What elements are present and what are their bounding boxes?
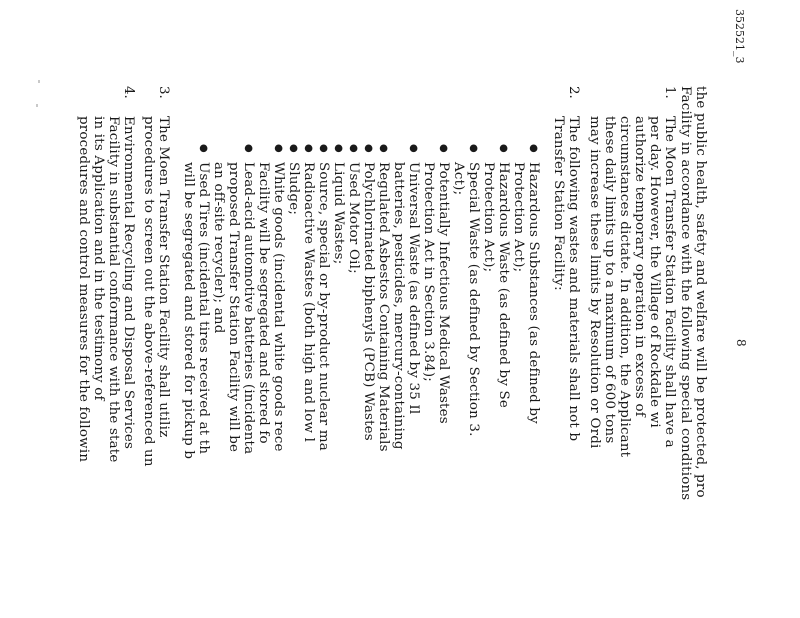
bullet-icon: ● (378, 144, 389, 153)
bullet-line: batteries, pesticides, mercury-containing (391, 162, 406, 450)
bullet-line: Radioactive Wastes (both high and low l (301, 162, 316, 443)
item-3-line: procedures to screen out the above-referenced un (141, 116, 156, 467)
bullet-icon: ● (438, 144, 449, 153)
bullet-line: Hazardous Substances (as defined by (526, 162, 541, 424)
bullet-line: an off-site recycler); and (211, 162, 226, 334)
bullet-icon: ● (318, 144, 329, 153)
item-4-line: in its Application and in the testimony of (91, 116, 106, 401)
bullet-line: Facility will be segregated and stored fo (256, 162, 271, 444)
bullet-line: Protection Act); (511, 162, 526, 273)
bullet-icon: ● (273, 144, 284, 153)
bullet-line: Regulated Asbestos Containing Materials (376, 162, 391, 452)
intro-line: Facility in accordance with the following special conditions (678, 86, 693, 501)
item-2-number: 2. (566, 86, 581, 99)
scan-speck (36, 104, 38, 107)
bullet-line: Liquid Wastes; (331, 162, 346, 265)
bullet-line: Source, special or by-product nuclear ma (316, 162, 331, 451)
bullet-icon: ● (498, 144, 509, 153)
bullet-line: Sludge; (286, 162, 301, 216)
bullet-icon: ● (468, 144, 479, 153)
bullet-icon: ● (348, 144, 359, 153)
item-1-line: may increase these limits by Resolution or Ordi (587, 116, 602, 449)
bullet-line: Act); (451, 162, 466, 196)
bullet-line: will be segregated and stored for pickup b (181, 162, 196, 460)
bullet-line: Protection Act); (481, 162, 496, 273)
scan-speck (38, 80, 40, 83)
bullet-icon: ● (333, 144, 344, 153)
bullet-line: proposed Transfer Station Facility will be (226, 162, 241, 453)
item-4-number: 4. (121, 86, 136, 99)
item-1-line: per day. However, the Village of Rockdale wi (647, 116, 662, 428)
bullet-line: Polychlorinated biphenyls (PCB) Wastes (361, 162, 376, 441)
item-3-number: 3. (156, 86, 171, 99)
intro-line: the public health, safety and welfare will be protected, pro (693, 86, 708, 498)
bullet-line: Used Tires (incidental tires received at th (196, 162, 211, 455)
bullet-icon: ● (528, 144, 539, 153)
item-1-line: authorize temporary operation in excess of (632, 116, 647, 417)
item-3-line: The Moen Transfer Station Facility shall utiliz (156, 116, 171, 438)
bullet-line: Special Waste (as defined by Section 3. (466, 162, 481, 437)
item-1-line: these daily limits up to a maximum of 600 tons (602, 116, 617, 444)
document-id: 352521_3 (733, 9, 746, 64)
bullet-line: Hazardous Waste (as defined by Se (496, 162, 511, 409)
bullet-line: Universal Waste (as defined by 35 Il (406, 162, 421, 415)
item-1-line: circumstances dictate. In addition, the Applicant (617, 116, 632, 458)
bullet-line: Used Motor Oil; (346, 162, 361, 274)
item-4-line: Environmental Recycling and Disposal Services (121, 116, 136, 450)
item-4-line: procedures and control measures for the followin (76, 116, 91, 463)
bullet-icon: ● (243, 144, 254, 153)
item-1-number: 1. (662, 86, 677, 99)
bullet-icon: ● (198, 144, 209, 153)
item-1-line: The Moen Transfer Station Facility shall have a (662, 116, 677, 448)
bullet-line: Protection Act in Section 3.84); (421, 162, 436, 383)
bullet-line: Lead-acid automotive batteries (incidenta (241, 162, 256, 455)
item-2-line: The following wastes and materials shall not b (566, 116, 581, 442)
bullet-icon: ● (408, 144, 419, 153)
bullet-icon: ● (363, 144, 374, 153)
page-number: 8 (734, 339, 748, 347)
item-2-line: Transfer Station Facility: (551, 116, 566, 291)
bullet-line: Potentially Infectious Medical Wastes (436, 162, 451, 424)
bullet-icon: ● (303, 144, 314, 153)
bullet-icon: ● (288, 144, 299, 153)
item-4-line: Facility in substantial conformance with the state (106, 116, 121, 463)
bullet-line: White goods (incidental white goods rece (271, 162, 286, 452)
